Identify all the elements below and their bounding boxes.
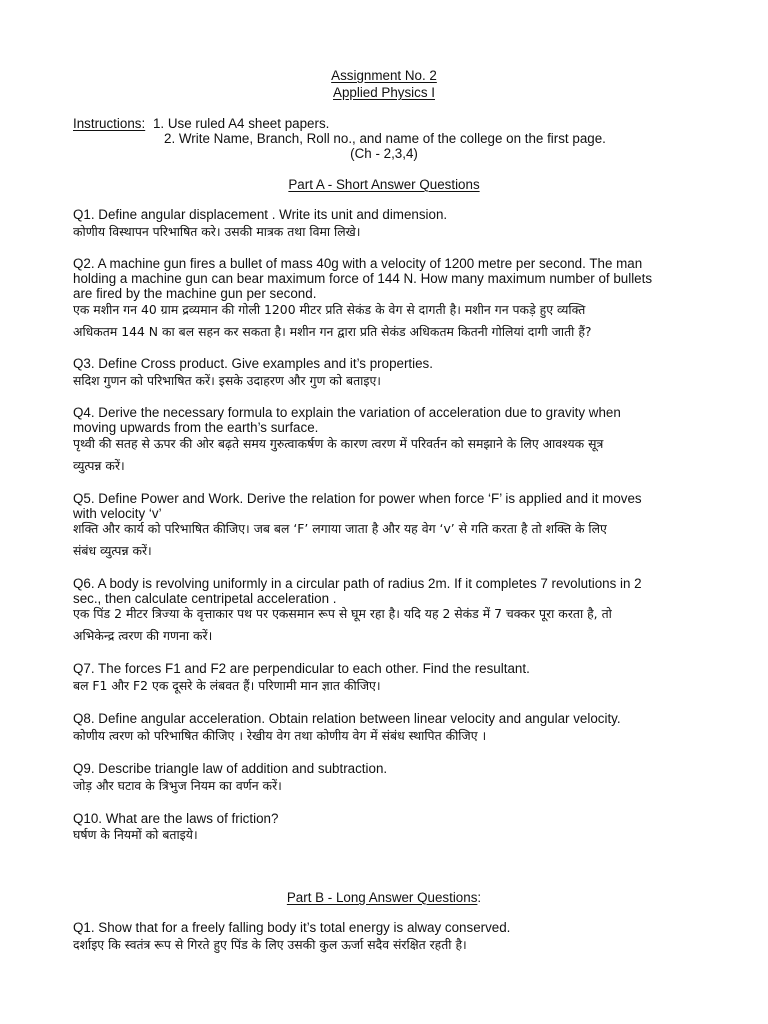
instructions-label: Instructions: <box>73 116 146 131</box>
subject-title: Applied Physics I <box>333 85 435 100</box>
question-q10-hi: घर्षण के नियमों को बताइये। <box>73 827 198 842</box>
question-q2-en-2: holding a machine gun can bear maximum force of 144 N. How many maximum number of bullets <box>73 271 653 286</box>
question-q2-hi-1: एक मशीन गन 40 ग्राम द्रव्यमान की गोली 1200 मीटर प्रति सेकंड के वेग से दागती है। मशीन गन पकड़े हुए व्यक्ति <box>73 302 586 317</box>
assignment-title: Assignment No. 2 <box>331 68 437 83</box>
question-q4-en-1: Q4. Derive the necessary formula to explain the variation of acceleration due to gravity when <box>73 405 621 420</box>
question-q7-en: Q7. The forces F1 and F2 are perpendicular to each other. Find the resultant. <box>73 661 530 676</box>
instructions-line-1 <box>73 116 713 131</box>
instruction-item-2: 2. Write Name, Branch, Roll no., and name of the college on the first page. <box>164 131 606 146</box>
question-q5-hi-2: संबंध व्युत्पन्न करें। <box>73 543 152 558</box>
long-question-q1-hi: दर्शाइए कि स्वतंत्र रूप से गिरते हुए पिंड के लिए उसकी कुल ऊर्जा सदैव संरक्षित रहती है। <box>73 937 467 952</box>
question-q9-en: Q9. Describe triangle law of addition and subtraction. <box>73 761 388 776</box>
question-q1-en: Q1. Define angular displacement . Write its unit and dimension. <box>73 207 448 222</box>
question-q8-hi: कोणीय त्वरण को परिभाषित कीजिए । रेखीय वेग तथा कोणीय वेग में संबंध स्थापित कीजिए । <box>73 728 487 743</box>
question-q5-en-1: Q5. Define Power and Work. Derive the relation for power when force ‘F’ is applied and it moves <box>73 491 642 506</box>
question-q9-hi: जोड़ और घटाव के त्रिभुज नियम का वर्णन करें। <box>73 778 282 793</box>
question-q3-en: Q3. Define Cross product. Give examples and it’s properties. <box>73 356 433 371</box>
question-q2-hi-2: अधिकतम 144 N का बल सहन कर सकता है। मशीन गन द्वारा प्रति सेकंड अधिकतम कितनी गोलियां दागी जाती हैं? <box>73 324 592 339</box>
question-q7-hi: बल F1 और F2 एक दूसरे के लंबवत हैं। परिणामी मान ज्ञात कीजिए। <box>73 678 381 693</box>
question-q5-en-2: with velocity ‘v’ <box>73 506 162 521</box>
part-b-heading: Part B - Long Answer Questions <box>286 890 478 905</box>
question-q2-en-3: are fired by the machine gun per second. <box>73 286 317 301</box>
question-q5-hi-1: शक्ति और कार्य को परिभाषित कीजिए। जब बल ‘F’ लगाया जाता है और यह वेग ‘v’ से गति करता है तो शक्ति के लिए <box>73 521 607 536</box>
question-q6-hi-1: एक पिंड 2 मीटर त्रिज्या के वृत्ताकार पथ पर एकसमान रूप से घूम रहा है। यदि यह 2 सेकंड में 7 चक्कर पूरा करता है, तो <box>73 606 612 621</box>
question-q3-hi: सदिश गुणन को परिभाषित करें। इसके उदाहरण और गुण को बताइए। <box>73 373 382 388</box>
question-q4-en-2: moving upwards from the earth’s surface. <box>73 420 319 435</box>
long-question-q1-en: Q1. Show that for a freely falling body it’s total energy is alway conserved. <box>73 920 511 935</box>
part-b-heading-colon: : <box>477 890 482 905</box>
question-q10-en: Q10. What are the laws of friction? <box>73 811 279 826</box>
question-q4-hi-1: पृथ्वी की सतह से ऊपर की ओर बढ़ते समय गुरुत्वाकर्षण के कारण त्वरण में परिवर्तन को समझाने के लिए आवश्यक सूत्र <box>73 436 604 451</box>
question-q6-en-1: Q6. A body is revolving uniformly in a circular path of radius 2m. If it completes 7 revolutions in 2 <box>73 576 642 591</box>
instruction-item-1: 1. Use ruled A4 sheet papers. <box>152 116 330 131</box>
part-b-heading-line <box>0 890 768 905</box>
question-q8-en: Q8. Define angular acceleration. Obtain relation between linear velocity and angular velocity. <box>73 711 621 726</box>
question-q1-hi: कोणीय विस्थापन परिभाषित करे। उसकी मात्रक तथा विमा लिखे। <box>73 224 361 239</box>
question-q6-hi-2: अभिकेन्द्र त्वरण की गणना करें। <box>73 628 213 643</box>
question-q2-en-1: Q2. A machine gun fires a bullet of mass 40g with a velocity of 1200 metre per second. The man <box>73 256 643 271</box>
question-q4-hi-2: व्युत्पन्न करें। <box>73 458 125 473</box>
part-a-heading: Part A - Short Answer Questions <box>288 177 480 192</box>
question-q6-en-2: sec., then calculate centripetal acceleration . <box>73 591 337 606</box>
chapters-note: (Ch - 2,3,4) <box>350 146 418 161</box>
